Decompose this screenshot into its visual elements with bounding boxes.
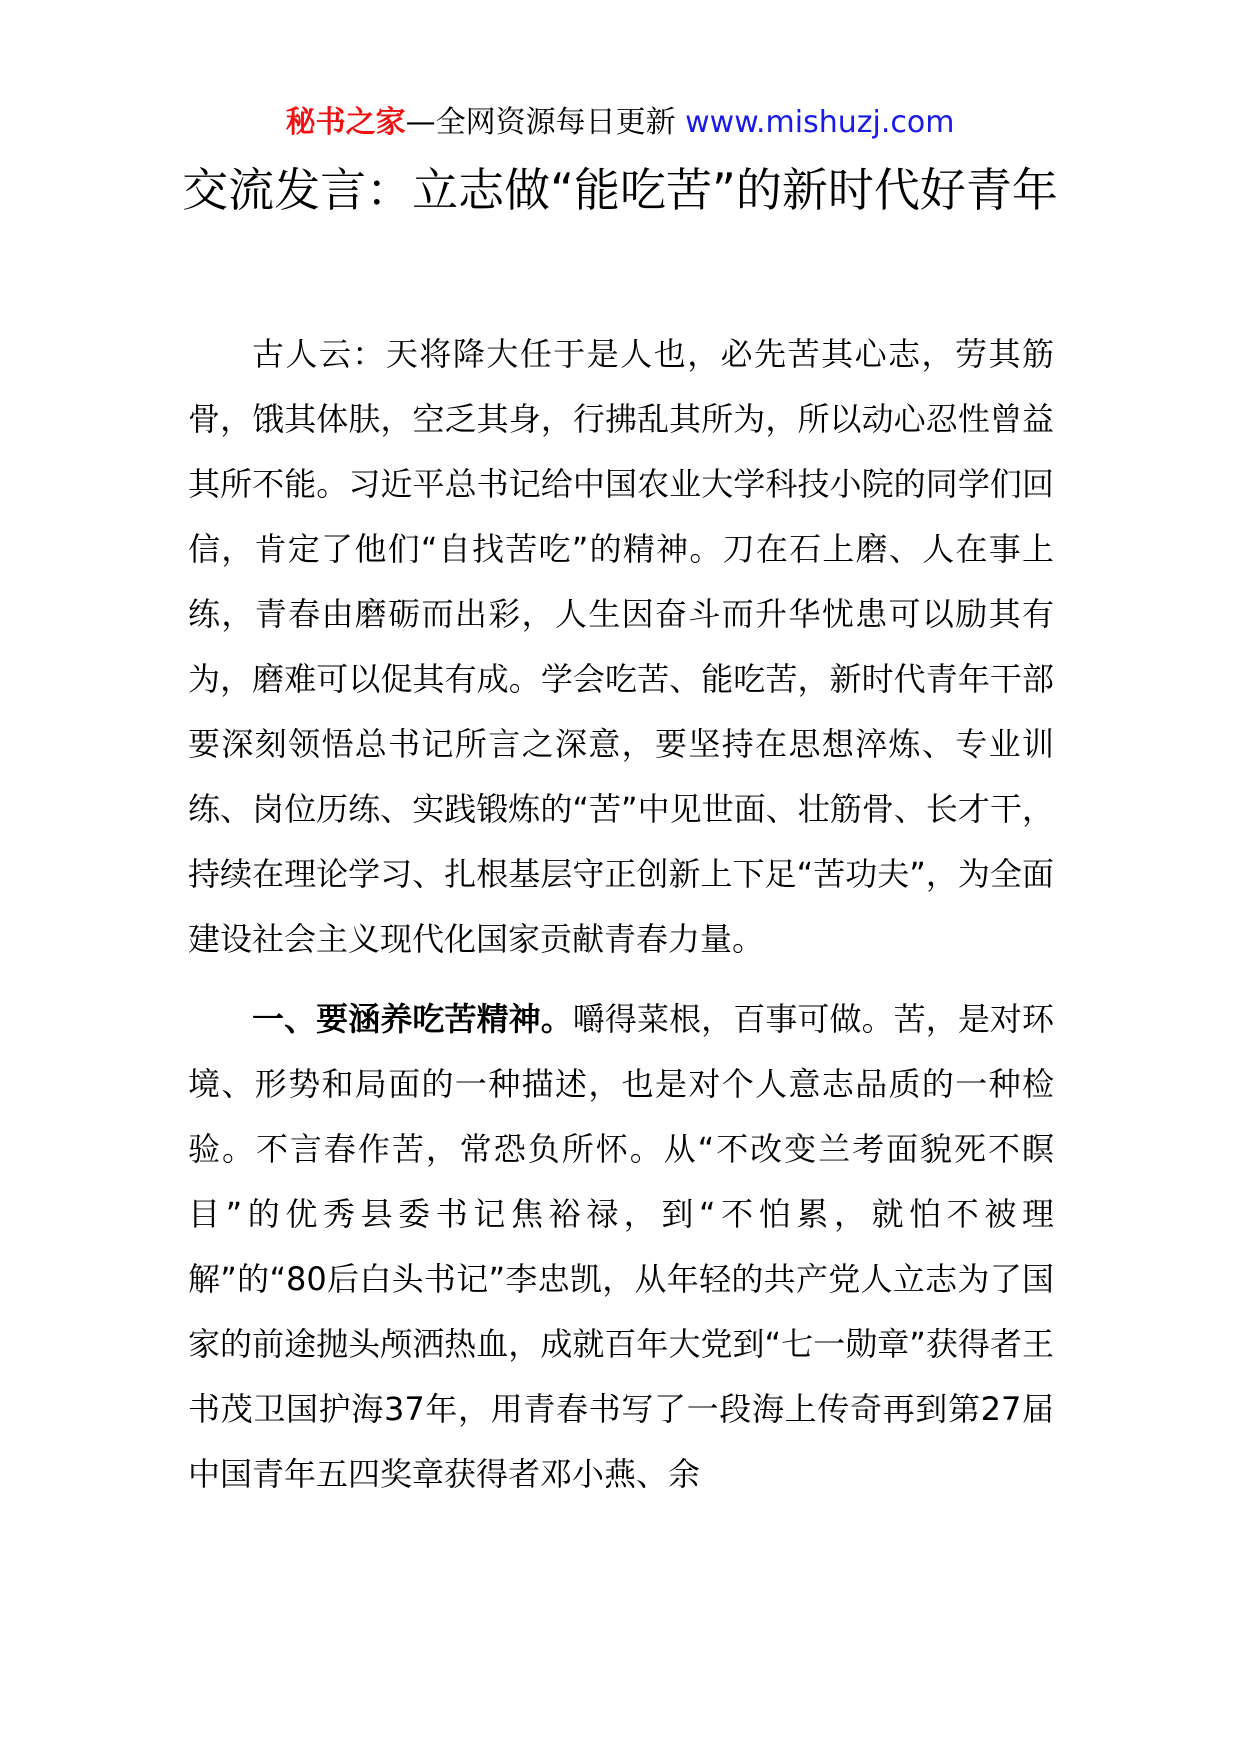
document-body xyxy=(188,322,1054,1507)
header-tagline: —全网资源每日更新 xyxy=(405,105,686,140)
intro-paragraph: 古人云：天将降大任于是人也，必先苦其心志，劳其筋骨，饿其体肤，空乏其身，行拂乱其所为，所以动心忍性曾益其所不能。习近平总书记给中国农业大学科技小院的同学们回信，肯定了他们“自找苦吃”的精神。刀在石上磨、人在事上练，青春由磨砺而出彩，人生因奋斗而升华忧患可以励其有为，磨难可以促其有成。学会吃苦、能吃苦，新时代青年干部要深刻领悟总书记所言之深意，要坚持在思想淬炼、专业训练、岗位历练、实践锻炼的“苦”中见世面、壮筋骨、长才干，持续在理论学习、扎根基层守正创新上下足“苦功夫”，为全面建设社会主义现代化国家贡献青春力量。 xyxy=(188,335,1054,958)
site-header xyxy=(0,103,1240,143)
site-url-link[interactable]: www.mishuzj.com xyxy=(685,105,955,140)
section-1-paragraph xyxy=(188,987,1054,1507)
brand-name: 秘书之家 xyxy=(285,105,406,140)
document-title: 交流发言：立志做“能吃苦”的新时代好青年 xyxy=(182,163,1058,217)
section-1-heading: 一、要涵养吃苦精神。 xyxy=(252,1000,573,1038)
section-1-text: 嚼得菜根，百事可做。苦，是对环境、形势和局面的一种描述，也是对个人意志品质的一种检验。不言春作苦，常恐负所怀。从“不改变兰考面貌死不瞑目”的优秀县委书记焦裕禄，到“不怕累，就怕不被理解”的“80后白头书记”李忠凯，从年轻的共产党人立志为了国家的前途抛头颅洒热血，成就百年大党到“七一勋章”获得者王书茂卫国护海37年，用青春书写了一段海上传奇再到第27届中国青年五四奖章获得者邓小燕、余 xyxy=(188,1000,1054,1493)
